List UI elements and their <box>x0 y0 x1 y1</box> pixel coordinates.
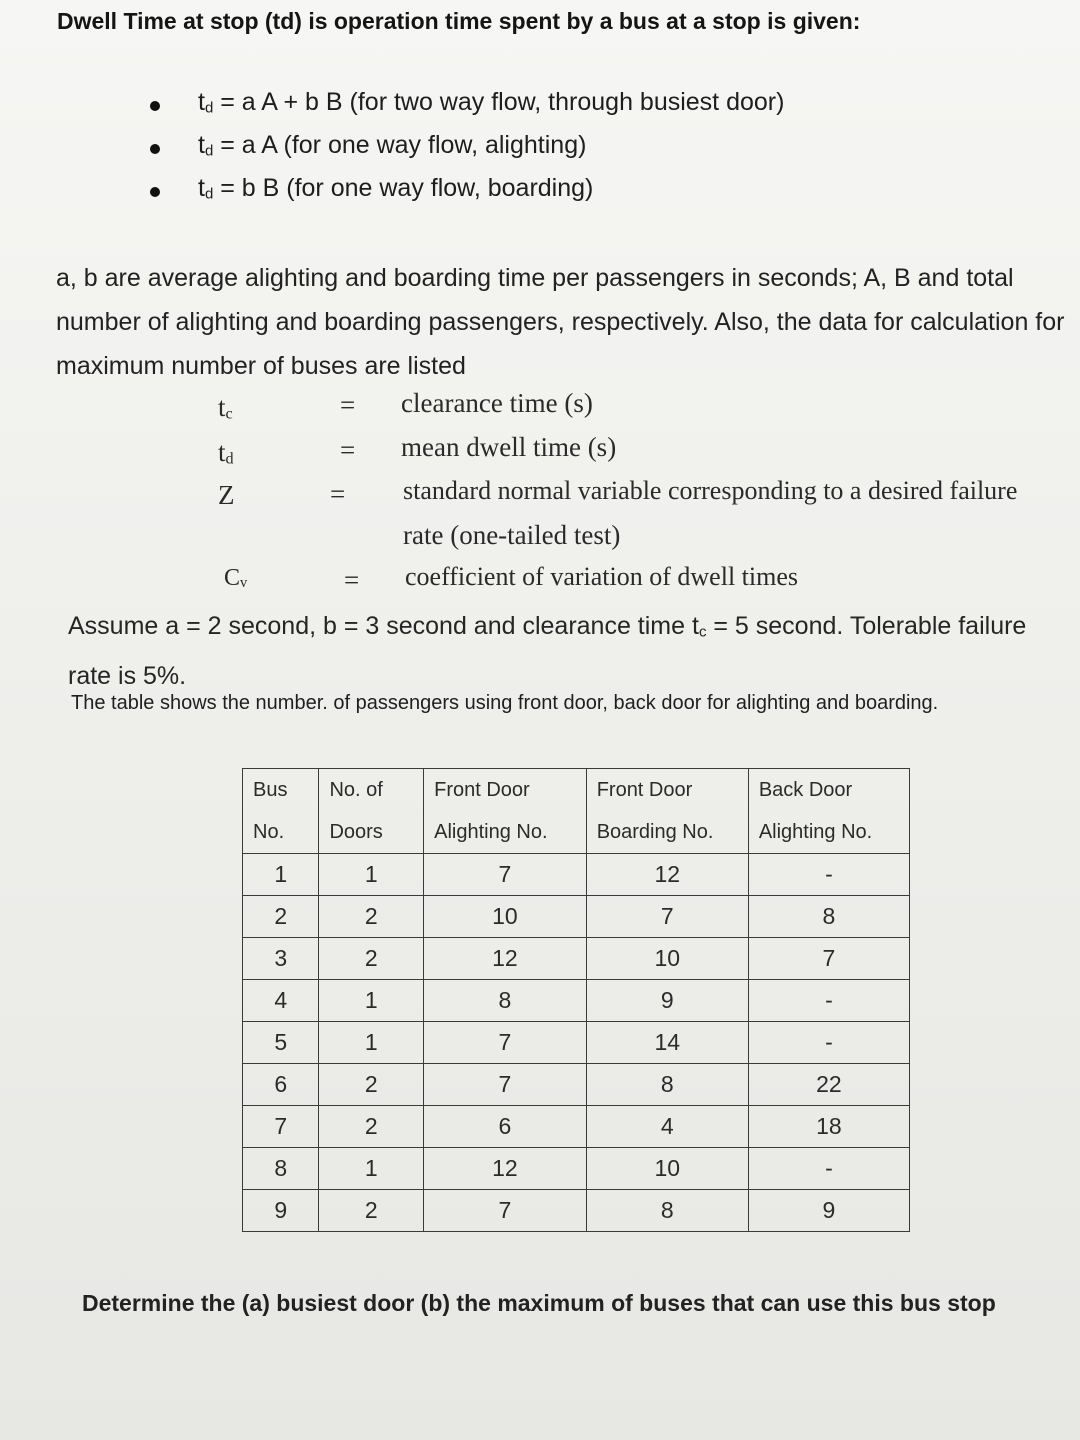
question-text: Determine the (a) busiest door (b) the maximum of buses that can use this bus stop <box>82 1290 996 1316</box>
table-caption: The table shows the number. of passengers using front door, back door for alighting and boarding. <box>71 692 939 714</box>
table-cell: 7 <box>424 854 587 896</box>
table-cell: 4 <box>243 980 319 1022</box>
table-cell: 2 <box>319 938 424 980</box>
table-row <box>243 896 910 938</box>
definition-text: standard normal variable corresponding to a desired failure <box>403 476 1018 505</box>
table-cell: 12 <box>424 1148 587 1190</box>
table-cell: 12 <box>586 854 748 896</box>
definition-symbol: $C_v$ <box>224 565 248 592</box>
bullet-dot-icon <box>150 144 160 154</box>
table-cell: 7 <box>243 1106 319 1148</box>
table-cell: - <box>748 854 909 896</box>
table-cell: 2 <box>319 1064 424 1106</box>
table-cell: - <box>748 1022 909 1064</box>
passenger-table <box>242 768 910 1232</box>
table-cell: 2 <box>243 896 319 938</box>
definition-symbol: Z <box>218 480 235 510</box>
definition-symbol: $t_d$ <box>218 437 234 468</box>
table-cell: 22 <box>748 1064 909 1106</box>
table-cell: 7 <box>586 896 748 938</box>
page-heading: Dwell Time at stop (td) is operation time spent by a bus at a stop is given: <box>57 8 861 34</box>
table-cell: 7 <box>424 1064 587 1106</box>
assumption-text: Assume a = 2 second, b = 3 second and clearance time $t_c = 5$ second. Tolerable failure rate is 5%. <box>68 612 1027 691</box>
table-cell: 6 <box>243 1064 319 1106</box>
table-cell: 3 <box>243 938 319 980</box>
table-cell: 1 <box>243 854 319 896</box>
table-cell: 10 <box>586 1148 748 1190</box>
table-cell: 14 <box>586 1022 748 1064</box>
table-cell: 7 <box>424 1190 587 1232</box>
table-row <box>243 854 910 896</box>
table-cell: 10 <box>424 896 587 938</box>
table-cell: 8 <box>424 980 587 1022</box>
table-cell: 8 <box>243 1148 319 1190</box>
table-cell: 18 <box>748 1106 909 1148</box>
table-row <box>243 1064 910 1106</box>
table-cell: 1 <box>319 1148 424 1190</box>
column-header: Back Door Alighting No. <box>748 769 909 854</box>
table-cell: 8 <box>748 896 909 938</box>
bullet-dot-icon <box>150 187 160 197</box>
table-row <box>243 1106 910 1148</box>
equals-sign: = <box>340 435 356 465</box>
table-cell: 2 <box>319 1106 424 1148</box>
table-cell: 5 <box>243 1022 319 1064</box>
column-header: No. of Doors <box>319 769 424 854</box>
table-cell: 2 <box>319 1190 424 1232</box>
definition-text: coefficient of variation of dwell times <box>405 562 798 591</box>
table-cell: 7 <box>424 1022 587 1064</box>
table-cell: 12 <box>424 938 587 980</box>
equals-sign: = <box>344 565 360 595</box>
table-cell: 10 <box>586 938 748 980</box>
table-row <box>243 1022 910 1064</box>
table-cell: 1 <box>319 1022 424 1064</box>
equals-sign: = <box>340 390 356 420</box>
table-cell: 8 <box>586 1064 748 1106</box>
table-cell: - <box>748 1148 909 1190</box>
table-cell: 2 <box>319 896 424 938</box>
table-cell: 7 <box>748 938 909 980</box>
formula-text: = a A (for one way flow, alighting) <box>213 131 587 159</box>
table-cell: - <box>748 980 909 1022</box>
explanation-paragraph: a, b are average alighting and boarding time per passengers in seconds; A, B and total number of alighting and boarding passengers, respectively. Also, the data for calculation for maximum number of buses are listed <box>56 264 1065 380</box>
table-cell: 1 <box>319 980 424 1022</box>
equals-sign: = <box>330 479 346 509</box>
table-cell: 6 <box>424 1106 587 1148</box>
table-cell: 4 <box>586 1106 748 1148</box>
definition-text-continued: rate (one-tailed test) <box>403 520 621 550</box>
table-row <box>243 1190 910 1232</box>
definition-symbol: $t_c$ <box>218 392 233 423</box>
formula-text: = a A + b B (for two way flow, through busiest door) <box>213 88 785 116</box>
table-row <box>243 1148 910 1190</box>
definition-text: mean dwell time (s) <box>401 432 617 462</box>
table-row <box>243 938 910 980</box>
table-cell: 8 <box>586 1190 748 1232</box>
definition-text: clearance time (s) <box>401 388 593 418</box>
column-header: Bus No. <box>243 769 319 854</box>
bullet-dot-icon <box>150 101 160 111</box>
table-cell: 1 <box>319 854 424 896</box>
table-row <box>243 980 910 1022</box>
table-cell: 9 <box>748 1190 909 1232</box>
table-cell: 9 <box>586 980 748 1022</box>
table-header-row <box>243 769 910 854</box>
table-cell: 9 <box>243 1190 319 1232</box>
column-header: Front Door Alighting No. <box>424 769 587 854</box>
formula-text: = b B (for one way flow, boarding) <box>213 174 594 202</box>
column-header: Front Door Boarding No. <box>586 769 748 854</box>
